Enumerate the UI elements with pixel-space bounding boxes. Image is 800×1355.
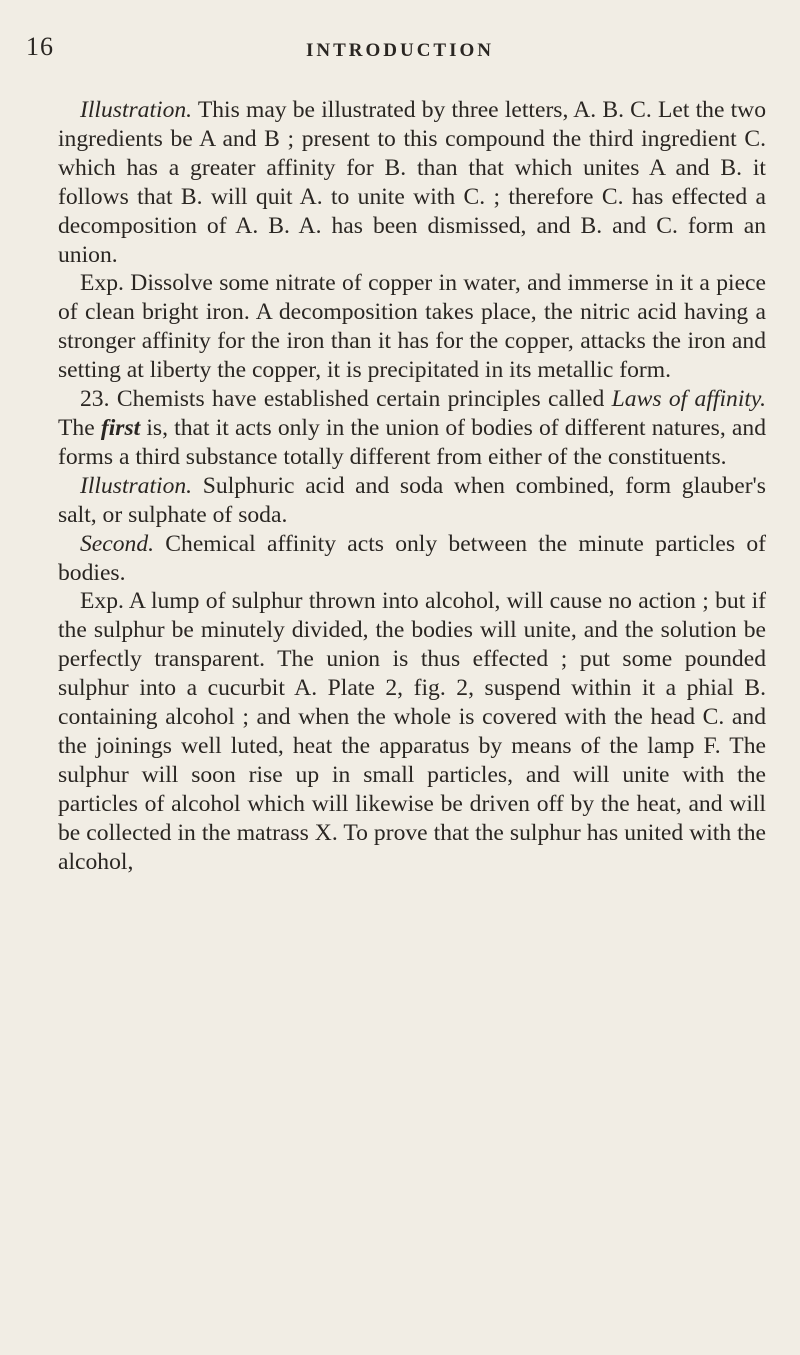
paragraph-experiment-sulphur (58, 587, 766, 876)
paragraph-text: Exp. Dissolve some nitrate of copper in water, and immerse in it a piece of clean bright iron. A decomposition takes place, the nitric acid having a stronger affinity for the iron than it has for the copper, attacks the iron and setting at liberty the copper, it is precipitated in its metallic form. (58, 270, 766, 384)
paragraph-text: Exp. A lump of sulphur thrown into alcohol, will cause no action ; but if the sulphur be minutely divided, the bodies will unite, and the solution be perfectly transparent. The union is thus effected ; put some pounded sulphur into a cucurbit A. Plate 2, fig. 2, suspend within it a phial B. containing alcohol ; and when the whole is covered with the head C. and the joinings well luted, heat the apparatus by means of the lamp F. The sulphur will soon rise up in small particles, and will unite with the particles of alcohol which will likewise be driven off by the heat, and will be collected in the matrass X. To prove that the sulphur has united with the alcohol, (58, 588, 766, 875)
body-text (58, 96, 766, 876)
running-head (0, 22, 800, 66)
laws-of-affinity-term: Laws of affinity. (611, 386, 766, 413)
paragraph-laws-of-affinity (58, 385, 766, 472)
paragraph-text: Sulphuric acid and soda when combined, form glauber's salt, or sulphate of soda. (58, 472, 766, 528)
paragraph-text: 23. Chemists have established certain principles called (80, 386, 612, 413)
paragraph-text: The (58, 414, 101, 441)
paragraph-second-law (58, 530, 766, 588)
page-number: 16 (26, 32, 54, 61)
paragraph-lead: Illustration. (80, 97, 193, 123)
paragraph-illustration-glauber (58, 472, 766, 530)
paragraph-lead: Second. (80, 530, 155, 557)
paragraph-illustration-letters (58, 96, 766, 269)
paragraph-lead: Illustration. (80, 472, 193, 499)
first-term: first (100, 414, 141, 441)
paragraph-text: Chemical affinity acts only between the minute particles of bodies. (58, 530, 766, 586)
running-head-title: INTRODUCTION (305, 40, 495, 61)
paragraph-experiment-copper (58, 269, 766, 385)
paragraph-text: is, that it acts only in the union of bodies of different natures, and forms a third substance totally different from either of the constituents. (58, 414, 766, 470)
paragraph-text: This may be illustrated by three letters, A. B. C. Let the two ingredients be A and B ; present to this compound the third ingredient C. which has a greater affinity for B. than that which unites A and B. it follows that B. will quit A. to unite with C. ; therefore C. has effected a decomposition of A. B. A. has been dismissed, and B. and C. form an union. (58, 97, 766, 268)
